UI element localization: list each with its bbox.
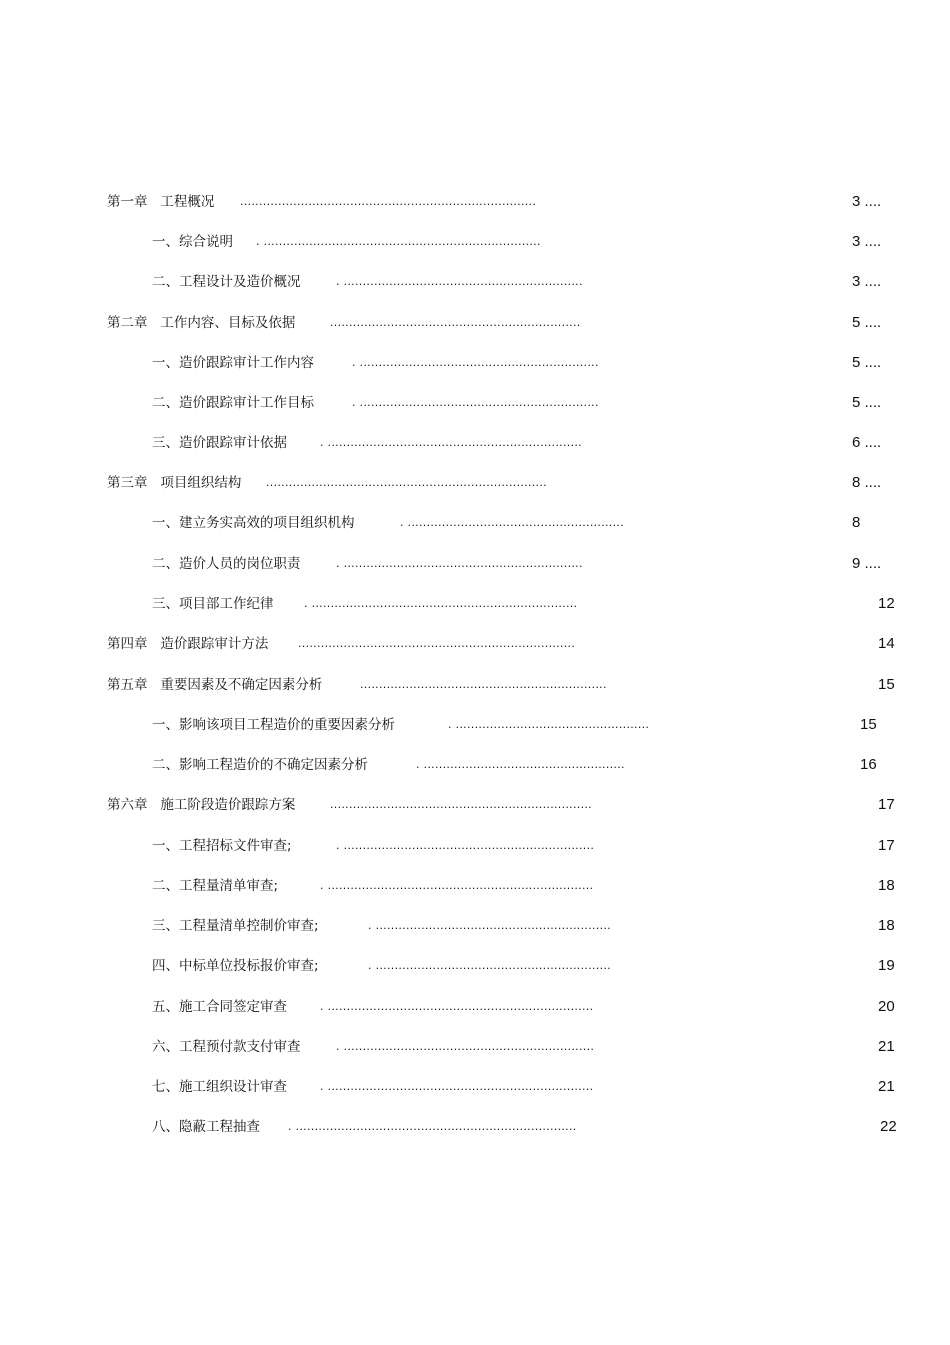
toc-dot-leader: .................................................................. — [330, 316, 581, 329]
toc-entry-title: 四、中标单位投标报价审查; — [152, 958, 319, 974]
toc-entry-title: 二、工程量清单审查; — [152, 878, 279, 894]
toc-page-number: 14 — [878, 635, 895, 652]
toc-page-number: 12 — [878, 595, 895, 612]
toc-page-number: 16 — [860, 756, 877, 773]
toc-page-number: 8 .... — [852, 474, 882, 491]
toc-entry[interactable] — [0, 312, 950, 334]
toc-dot-leader: ......................................................................... — [298, 637, 576, 650]
toc-entry[interactable] — [0, 714, 950, 736]
toc-dot-leader: . ................................................................... — [320, 436, 582, 449]
toc-page-number: 15 — [878, 676, 895, 693]
toc-entry[interactable] — [0, 1116, 950, 1138]
toc-dot-leader: . ............................................................... — [336, 275, 583, 288]
toc-page-number: 21 — [878, 1078, 895, 1095]
toc-entry-title: 第三章 项目组织结构 — [107, 475, 242, 491]
toc-dot-leader: . .............................................................. — [368, 919, 611, 932]
toc-dot-leader: . .................................................................. — [336, 1040, 595, 1053]
toc-entry-title: 第一章 工程概况 — [107, 194, 215, 210]
toc-dot-leader: . ............................................................... — [352, 356, 599, 369]
toc-entry[interactable] — [0, 231, 950, 253]
toc-entry-title: 七、施工组织设计审查 — [152, 1079, 287, 1095]
toc-dot-leader: .......................................................................... — [266, 476, 547, 489]
toc-entry-title: 三、工程量清单控制价审查; — [152, 918, 319, 934]
toc-dot-leader: . .......................................................................... — [288, 1120, 577, 1133]
toc-page-number: 6 .... — [852, 434, 882, 451]
toc-page-number: 17 — [878, 837, 895, 854]
toc-entry[interactable] — [0, 512, 950, 534]
toc-entry[interactable] — [0, 754, 950, 776]
toc-entry[interactable] — [0, 674, 950, 696]
toc-dot-leader: . .................................................................. — [336, 839, 595, 852]
toc-page-number: 15 — [860, 716, 877, 733]
toc-page-number: 9 .... — [852, 555, 882, 572]
toc-entry[interactable] — [0, 593, 950, 615]
toc-entry-title: 第二章 工作内容、目标及依据 — [107, 315, 296, 331]
toc-entry[interactable] — [0, 955, 950, 977]
toc-entry[interactable] — [0, 472, 950, 494]
toc-entry-title: 一、建立务实高效的项目组织机构 — [152, 515, 355, 531]
toc-dot-leader: ................................................................. — [360, 678, 607, 691]
toc-entry-title: 三、造价跟踪审计依据 — [152, 435, 287, 451]
toc-page-number: 21 — [878, 1038, 895, 1055]
toc-page-number: 5 .... — [852, 314, 882, 331]
toc-dot-leader: ..................................................................... — [330, 798, 592, 811]
toc-entry[interactable] — [0, 915, 950, 937]
toc-page-number: 5 .... — [852, 394, 882, 411]
toc-dot-leader: . ..................................................... — [416, 758, 625, 771]
toc-entry[interactable] — [0, 191, 950, 213]
toc-entry[interactable] — [0, 553, 950, 575]
toc-page-number: 19 — [878, 957, 895, 974]
toc-entry[interactable] — [0, 392, 950, 414]
toc-entry[interactable] — [0, 271, 950, 293]
toc-entry[interactable] — [0, 794, 950, 816]
toc-entry-title: 一、工程招标文件审查; — [152, 838, 292, 854]
toc-page-number: 3 .... — [852, 233, 882, 250]
toc-entry-title: 第五章 重要因素及不确定因素分析 — [107, 677, 323, 693]
toc-page-number: 3 .... — [852, 273, 882, 290]
toc-dot-leader: . ............................................................... — [352, 396, 599, 409]
toc-dot-leader: . ...................................................................... — [320, 1000, 594, 1013]
toc-entry[interactable] — [0, 1036, 950, 1058]
toc-entry-title: 第四章 造价跟踪审计方法 — [107, 636, 269, 652]
toc-entry-title: 二、工程设计及造价概况 — [152, 274, 301, 290]
toc-dot-leader: . ................................................... — [448, 718, 650, 731]
toc-entry-title: 三、项目部工作纪律 — [152, 596, 274, 612]
toc-entry[interactable] — [0, 835, 950, 857]
toc-entry[interactable] — [0, 432, 950, 454]
toc-entry-title: 八、隐蔽工程抽查 — [152, 1119, 260, 1135]
toc-dot-leader: . ......................................................................... — [256, 235, 541, 248]
toc-entry-title: 一、影响该项目工程造价的重要因素分析 — [152, 717, 395, 733]
toc-entry-title: 五、施工合同签定审查 — [152, 999, 287, 1015]
toc-entry-title: 一、造价跟踪审计工作内容 — [152, 355, 314, 371]
toc-entry-title: 二、造价人员的岗位职责 — [152, 556, 301, 572]
toc-page-number: 20 — [878, 998, 895, 1015]
toc-entry-title: 二、影响工程造价的不确定因素分析 — [152, 757, 368, 773]
toc-entry-title: 第六章 施工阶段造价跟踪方案 — [107, 797, 296, 813]
toc-dot-leader: . ............................................................... — [336, 557, 583, 570]
toc-entry-title: 二、造价跟踪审计工作目标 — [152, 395, 314, 411]
toc-page-number: 17 — [878, 796, 895, 813]
toc-entry[interactable] — [0, 996, 950, 1018]
toc-page-number: 22 — [880, 1118, 897, 1135]
toc-dot-leader: .............................................................................. — [240, 195, 537, 208]
toc-dot-leader: . ......................................................... — [400, 516, 624, 529]
toc-page-number: 5 .... — [852, 354, 882, 371]
toc-dot-leader: . ...................................................................... — [320, 879, 594, 892]
toc-dot-leader: . ...................................................................... — [304, 597, 578, 610]
toc-entry[interactable] — [0, 633, 950, 655]
toc-dot-leader: . ...................................................................... — [320, 1080, 594, 1093]
toc-page-number: 3 .... — [852, 193, 882, 210]
toc-entry[interactable] — [0, 352, 950, 374]
toc-entry[interactable] — [0, 1076, 950, 1098]
toc-entry-title: 一、综合说明 — [152, 234, 233, 250]
toc-dot-leader: . .............................................................. — [368, 959, 611, 972]
toc-page-number: 18 — [878, 877, 895, 894]
toc-entry-title: 六、工程预付款支付审查 — [152, 1039, 301, 1055]
toc-entry[interactable] — [0, 875, 950, 897]
toc-page-number: 18 — [878, 917, 895, 934]
toc-page-number: 8 — [852, 514, 861, 531]
